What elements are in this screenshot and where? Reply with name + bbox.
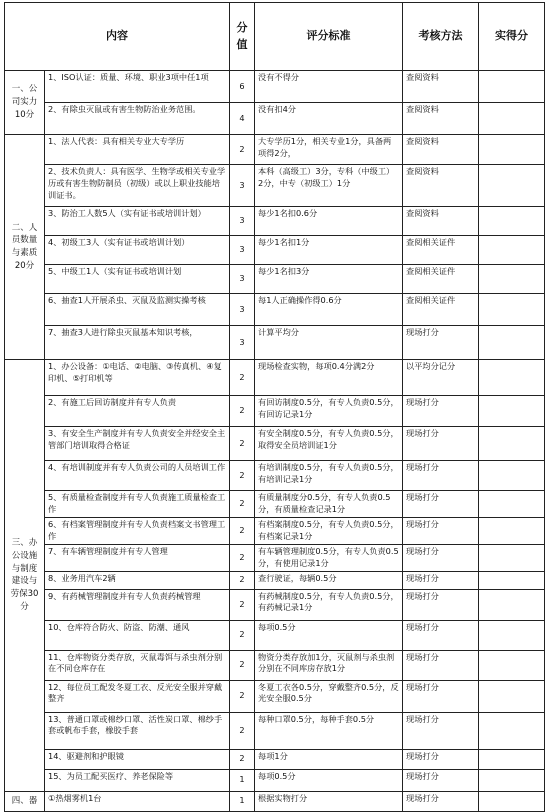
score-cell: 4: [230, 103, 255, 135]
criteria-cell: 有车辆管理制度0.5分，有专人负责0.5分，有使用记录1分: [255, 544, 403, 571]
method-cell: 查阅资料: [403, 103, 479, 135]
actual-score-cell: [479, 517, 545, 544]
table-row: [5, 491, 545, 518]
criteria-cell: 每少1名扣3分: [255, 265, 403, 294]
table-row: [5, 326, 545, 360]
criteria-cell: 查行驶证，每辆0.5分: [255, 571, 403, 589]
actual-score-cell: [479, 650, 545, 680]
actual-score-cell: [479, 589, 545, 620]
item-cell: 10、仓库符合防火、防盗、防潮、通风: [45, 620, 230, 650]
score-cell: 6: [230, 71, 255, 103]
criteria-cell: 每项0.5分: [255, 769, 403, 791]
item-cell: 2、有除虫灭鼠或有害生物防治业务范围。: [45, 103, 230, 135]
section-title: 三、办公设施与制度建设与劳保30分: [5, 360, 45, 792]
item-cell: 11、仓库物资分类存放，灭鼠毒饵与杀虫剂分别在不同仓库存在: [45, 650, 230, 680]
item-cell: 1、法人代表：具有相关专业大专学历: [45, 135, 230, 165]
criteria-cell: 有档案制度0.5分，有专人负责0.5分，有档案记录1分: [255, 517, 403, 544]
criteria-cell: 没有不得分: [255, 71, 403, 103]
criteria-cell: 有安全制度0.5分，有专人负责0.5分，取得安全员培训证1分: [255, 427, 403, 461]
table-row: [5, 236, 545, 265]
method-cell: 查阅相关证件: [403, 265, 479, 294]
method-cell: 以平均分记分: [403, 360, 479, 396]
criteria-cell: 物资分类存放加1分，灭鼠剂与杀虫剂分别在不同库房存放1分: [255, 650, 403, 680]
score-cell: 2: [230, 491, 255, 518]
method-cell: 现场打分: [403, 769, 479, 791]
criteria-cell: 每少1名扣0.6分: [255, 207, 403, 236]
score-cell: 2: [230, 517, 255, 544]
actual-score-cell: [479, 71, 545, 103]
method-cell: 现场打分: [403, 326, 479, 360]
item-cell: 1、ISO认证：质量、环境、职业3项中任1项: [45, 71, 230, 103]
table-row: [5, 427, 545, 461]
actual-score-cell: [479, 620, 545, 650]
score-cell: 2: [230, 427, 255, 461]
item-cell: 5、有质量检查制度并有专人负责施工质量检查工作: [45, 491, 230, 518]
header-method: 考核方法: [403, 3, 479, 71]
method-cell: 查阅资料: [403, 135, 479, 165]
item-cell: 6、有档案管理制度并有专人负责档案文书管理工作: [45, 517, 230, 544]
score-cell: 3: [230, 265, 255, 294]
score-cell: 2: [230, 589, 255, 620]
actual-score-cell: [479, 461, 545, 491]
item-cell: ①热烟雾机1台: [45, 791, 230, 811]
section-title: 二、人员数量与素质20分: [5, 135, 45, 360]
score-cell: 3: [230, 207, 255, 236]
criteria-cell: 每1人正确操作得0.6分: [255, 294, 403, 326]
criteria-cell: 每少1名扣1分: [255, 236, 403, 265]
actual-score-cell: [479, 427, 545, 461]
item-cell: 5、中级工1人（实有证书或培训计划: [45, 265, 230, 294]
actual-score-cell: [479, 396, 545, 427]
score-cell: 2: [230, 620, 255, 650]
method-cell: 查阅资料: [403, 165, 479, 207]
actual-score-cell: [479, 769, 545, 791]
actual-score-cell: [479, 791, 545, 811]
table-row: [5, 589, 545, 620]
score-cell: 2: [230, 712, 255, 749]
score-cell: 2: [230, 749, 255, 769]
table-row: [5, 103, 545, 135]
actual-score-cell: [479, 326, 545, 360]
table-row: [5, 571, 545, 589]
item-cell: 13、普通口罩或棉纱口罩、活性炭口罩、棉纱手套或帆布手套，橡胶手套: [45, 712, 230, 749]
actual-score-cell: [479, 135, 545, 165]
method-cell: 现场打分: [403, 491, 479, 518]
method-cell: 查阅资料: [403, 71, 479, 103]
criteria-cell: 每项1分: [255, 749, 403, 769]
method-cell: 现场打分: [403, 650, 479, 680]
criteria-cell: 计算平均分: [255, 326, 403, 360]
table-row: [5, 650, 545, 680]
score-cell: 2: [230, 461, 255, 491]
table-row: [5, 265, 545, 294]
actual-score-cell: [479, 360, 545, 396]
table-row: [5, 461, 545, 491]
actual-score-cell: [479, 571, 545, 589]
header-criteria: 评分标准: [255, 3, 403, 71]
table-row: [5, 517, 545, 544]
item-cell: 15、为员工配买医疗、养老保险等: [45, 769, 230, 791]
score-cell: 3: [230, 236, 255, 265]
item-cell: 3、有安全生产制度并有专人负责安全并经安全主管部门培训取得合格证: [45, 427, 230, 461]
score-cell: 3: [230, 326, 255, 360]
item-cell: 9、有药械管理制度并有专人负责药械管理: [45, 589, 230, 620]
method-cell: 现场打分: [403, 712, 479, 749]
method-cell: 现场打分: [403, 571, 479, 589]
criteria-cell: 大专学历1分，相关专业1分，具备两项得2分，: [255, 135, 403, 165]
score-cell: 3: [230, 165, 255, 207]
actual-score-cell: [479, 680, 545, 712]
table-row: [5, 207, 545, 236]
criteria-cell: 有培训制度0.5分，有专人负责0.5分，有培训记录1分: [255, 461, 403, 491]
actual-score-cell: [479, 294, 545, 326]
header-score: 分值: [230, 3, 255, 71]
criteria-cell: 本科（高级工）3分，专科（中级工）2分，中专（初级工）1分: [255, 165, 403, 207]
score-cell: 2: [230, 360, 255, 396]
actual-score-cell: [479, 491, 545, 518]
method-cell: 查阅资料: [403, 207, 479, 236]
section-title: 四、器: [5, 791, 45, 811]
item-cell: 7、有车辆管理制度并有专人管理: [45, 544, 230, 571]
table-row: [5, 396, 545, 427]
method-cell: 现场打分: [403, 791, 479, 811]
item-cell: 4、初级工3人（实有证书或培训计划）: [45, 236, 230, 265]
score-cell: 2: [230, 571, 255, 589]
score-cell: 2: [230, 680, 255, 712]
table-body: [5, 71, 545, 812]
item-cell: 3、防治工人数5人（实有证书或培训计划）: [45, 207, 230, 236]
header-row: [5, 3, 545, 71]
table-row: [5, 712, 545, 749]
table-row: [5, 294, 545, 326]
method-cell: 现场打分: [403, 461, 479, 491]
item-cell: 1、办公设备：①电话、②电脑、③传真机、④复印机、⑤打印机等: [45, 360, 230, 396]
item-cell: 2、技术负责人：具有医学、生物学或相关专业学历或有害生物防制员（初级）或以上职业技能培训证书。: [45, 165, 230, 207]
actual-score-cell: [479, 165, 545, 207]
method-cell: 现场打分: [403, 620, 479, 650]
score-cell: 2: [230, 650, 255, 680]
method-cell: 现场打分: [403, 396, 479, 427]
actual-score-cell: [479, 712, 545, 749]
header-content: 内容: [5, 3, 230, 71]
table-row: [5, 165, 545, 207]
method-cell: 现场打分: [403, 544, 479, 571]
actual-score-cell: [479, 749, 545, 769]
method-cell: 现场打分: [403, 680, 479, 712]
method-cell: 查阅相关证件: [403, 236, 479, 265]
evaluation-table: [4, 2, 545, 812]
header-actual: 实得分: [479, 3, 545, 71]
item-cell: 7、抽查3人进行除虫灭鼠基本知识考核，: [45, 326, 230, 360]
item-cell: 14、驱避剂和护眼镜: [45, 749, 230, 769]
actual-score-cell: [479, 103, 545, 135]
table-row: [5, 620, 545, 650]
item-cell: 8、业务用汽车2辆: [45, 571, 230, 589]
score-cell: 2: [230, 396, 255, 427]
method-cell: 现场打分: [403, 749, 479, 769]
item-cell: 6、抽查1人开展杀虫、灭鼠及监测实操考核: [45, 294, 230, 326]
score-cell: 3: [230, 294, 255, 326]
method-cell: 现场打分: [403, 517, 479, 544]
table-row: [5, 544, 545, 571]
actual-score-cell: [479, 265, 545, 294]
criteria-cell: 根据实物打分: [255, 791, 403, 811]
criteria-cell: 每种口罩0.5分，每种手套0.5分: [255, 712, 403, 749]
item-cell: 4、有培训制度并有专人负责公司的人员培训工作: [45, 461, 230, 491]
criteria-cell: 有回访制度0.5分，有专人负责0.5分，有回访记录1分: [255, 396, 403, 427]
criteria-cell: 没有扣4分: [255, 103, 403, 135]
criteria-cell: 冬夏工衣各0.5分，穿戴整齐0.5分，反光安全服0.5分: [255, 680, 403, 712]
criteria-cell: 每项0.5分: [255, 620, 403, 650]
item-cell: 12、每位员工配发冬夏工衣、反光安全服并穿戴整齐: [45, 680, 230, 712]
table-row: [5, 749, 545, 769]
criteria-cell: 有药械制度0.5分，有专人负责0.5分，有药械记录1分: [255, 589, 403, 620]
actual-score-cell: [479, 207, 545, 236]
table-row: [5, 71, 545, 103]
item-cell: 2、有施工后回访制度并有专人负责: [45, 396, 230, 427]
table-row: [5, 769, 545, 791]
method-cell: 现场打分: [403, 427, 479, 461]
criteria-cell: 现场检查实物，每项0.4分满2分: [255, 360, 403, 396]
score-cell: 1: [230, 769, 255, 791]
score-cell: 1: [230, 791, 255, 811]
table-row: [5, 680, 545, 712]
score-cell: 2: [230, 135, 255, 165]
method-cell: 查阅相关证件: [403, 294, 479, 326]
section-title: 一、公司实力10分: [5, 71, 45, 135]
actual-score-cell: [479, 236, 545, 265]
table-row: [5, 360, 545, 396]
method-cell: 现场打分: [403, 589, 479, 620]
actual-score-cell: [479, 544, 545, 571]
table-row: [5, 791, 545, 811]
table-row: [5, 135, 545, 165]
score-cell: 2: [230, 544, 255, 571]
criteria-cell: 有质量制度分0.5分，有专人负责0.5分，有质量检查记录1分: [255, 491, 403, 518]
